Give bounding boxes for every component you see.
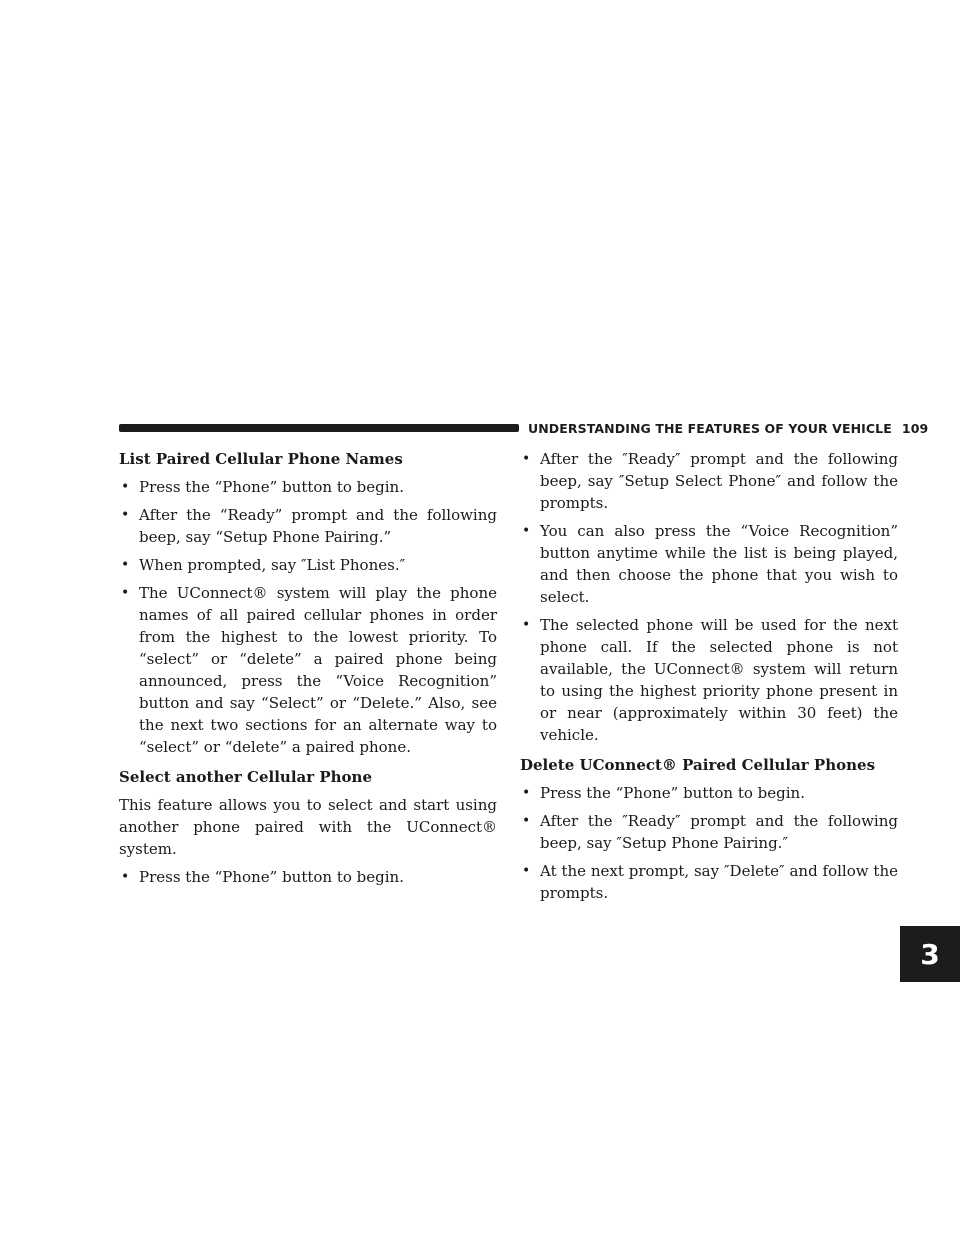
page-number: 109 xyxy=(901,421,929,436)
bullet-icon: • xyxy=(121,557,130,573)
bullet-icon: • xyxy=(522,617,531,633)
list-item: • The selected phone will be used for the next phone call. If the selected phone is not available, the UConnect® system will return to using the highest priority phone present in or near (approximately within 30 feet) the vehicle. xyxy=(522,616,898,744)
list-item: • You can also press the “Voice Recognition” button anytime while the list is being played, and then choose the phone that you wish to select. xyxy=(522,522,898,606)
list-item: • Press the “Phone” button to begin. xyxy=(121,478,404,496)
list-item: • After the “Ready” prompt and the following beep, say “Setup Phone Pairing.” xyxy=(121,506,497,546)
list-item: • Press the “Phone” button to begin. xyxy=(121,868,404,886)
bullet-icon: • xyxy=(522,785,531,801)
list-item: • After the ″Ready″ prompt and the following beep, say ″Setup Select Phone″ and follow the prompts. xyxy=(522,450,898,512)
select-phone-steps-continued xyxy=(520,448,898,746)
bullet-icon: • xyxy=(522,523,531,539)
select-phone-steps xyxy=(119,866,497,888)
section-title: UNDERSTANDING THE FEATURES OF YOUR VEHICLE xyxy=(528,421,892,436)
left-column xyxy=(119,448,497,894)
bullet-icon: • xyxy=(522,863,531,879)
chapter-tab: 3 xyxy=(900,926,960,982)
delete-phone-steps xyxy=(520,782,898,904)
heading-select-another-phone: Select another Cellular Phone xyxy=(119,768,373,786)
bullet-icon: • xyxy=(121,507,130,523)
header-rule xyxy=(119,424,519,432)
list-item: • Press the “Phone” button to begin. xyxy=(522,784,805,802)
list-item: • After the ″Ready″ prompt and the following beep, say ″Setup Phone Pairing.″ xyxy=(522,812,898,852)
heading-list-paired-phones: List Paired Cellular Phone Names xyxy=(119,450,403,468)
heading-delete-paired-phones: Delete UConnect® Paired Cellular Phones xyxy=(520,756,876,774)
list-item: • The UConnect® system will play the phone names of all paired cellular phones in order from the highest to the lowest priority. To “select” or “delete” a paired phone being announced, press the “Voice Recognition” button and say “Select” or “Delete.” Also, see the next two sections for an alternate way to “select” or “delete” a paired phone. xyxy=(121,584,497,756)
select-phone-intro: This feature allows you to select and start using another phone paired with the UConnect® system. xyxy=(119,796,497,858)
list-paired-phones-steps xyxy=(119,476,497,758)
bullet-icon: • xyxy=(522,451,531,467)
right-column xyxy=(520,448,898,910)
list-item: • When prompted, say ″List Phones.″ xyxy=(121,556,406,574)
bullet-icon: • xyxy=(121,869,130,885)
bullet-icon: • xyxy=(522,813,531,829)
running-header xyxy=(528,421,928,436)
bullet-icon: • xyxy=(121,479,130,495)
bullet-icon: • xyxy=(121,585,130,601)
list-item: • At the next prompt, say ″Delete″ and follow the prompts. xyxy=(522,862,898,902)
